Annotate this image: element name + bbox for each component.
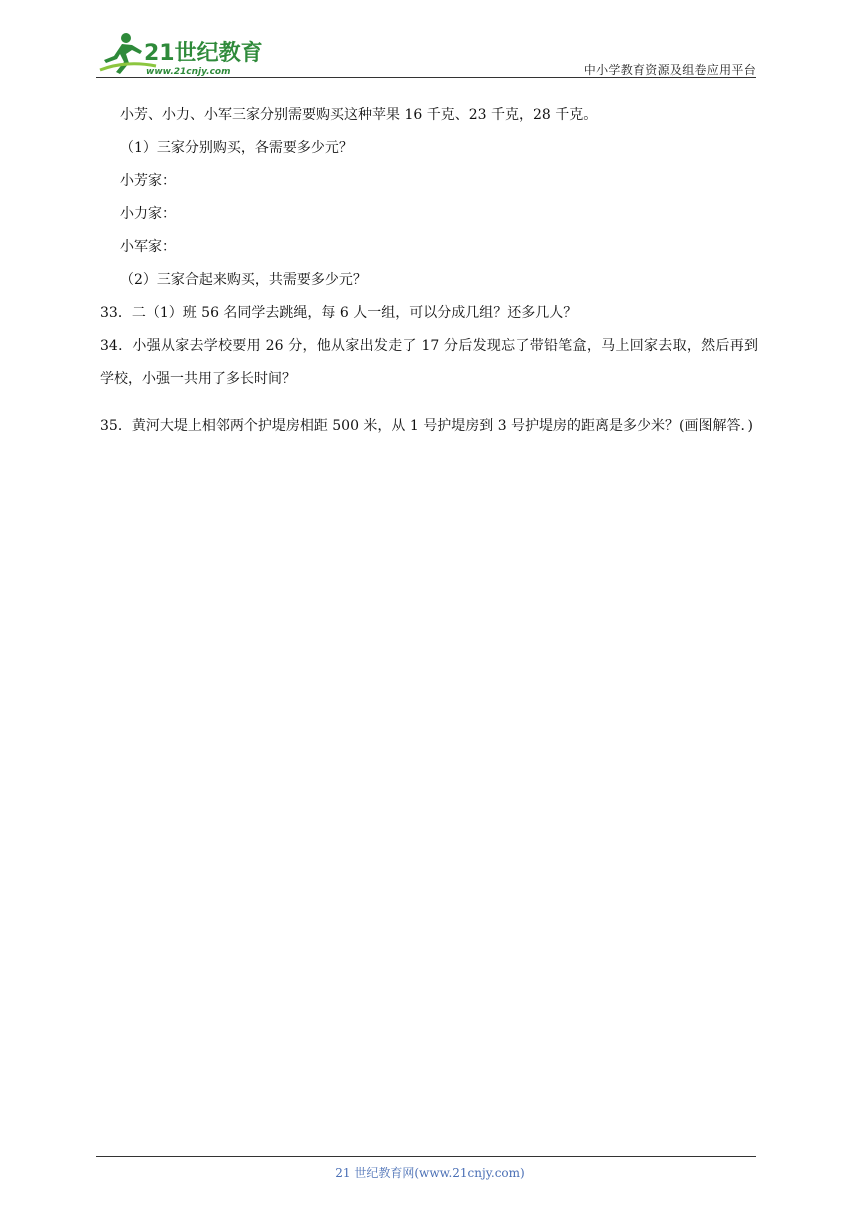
answer-line-jun: 小军家： (120, 239, 176, 255)
problem-32-intro: 小芳、小力、小军三家分别需要购买这种苹果 16 千克、23 千克，28 千克。 (120, 107, 598, 123)
answer-line-fang: 小芳家： (120, 173, 176, 189)
site-logo (96, 30, 266, 78)
header-divider (96, 77, 756, 78)
document-body (100, 104, 758, 457)
header-title: 中小学教育资源及组卷应用平台 (583, 63, 756, 77)
logo-brand-text: 21世纪教育 (144, 41, 263, 66)
question-1: （1）三家分别购买，各需要多少元？ (120, 140, 353, 156)
problem-35: 35．黄河大堤上相邻两个护堤房相距 500 米，从 1 号护堤房到 3 号护堤房的距离是多少米？(画图解答．) (100, 418, 753, 434)
problem-33: 33．二（1）班 56 名同学去跳绳，每 6 人一组，可以分成几组？还多几人？ (100, 305, 578, 321)
problem-34: 34．小强从家去学校要用 26 分，他从家出发走了 17 分后发现忘了带铅笔盒，马上回家去取，然后再到学校，小强一共用了多长时间？ (100, 338, 758, 387)
page-header (96, 30, 756, 78)
answer-line-li: 小力家： (120, 206, 176, 222)
logo-url-text: www.21cnjy.com (146, 67, 231, 77)
question-2: （2）三家合起来购买，共需要多少元？ (120, 272, 367, 288)
footer-text: 21 世纪教育网(www.21cnjy.com) (335, 1166, 525, 1180)
footer-divider (96, 1156, 756, 1157)
